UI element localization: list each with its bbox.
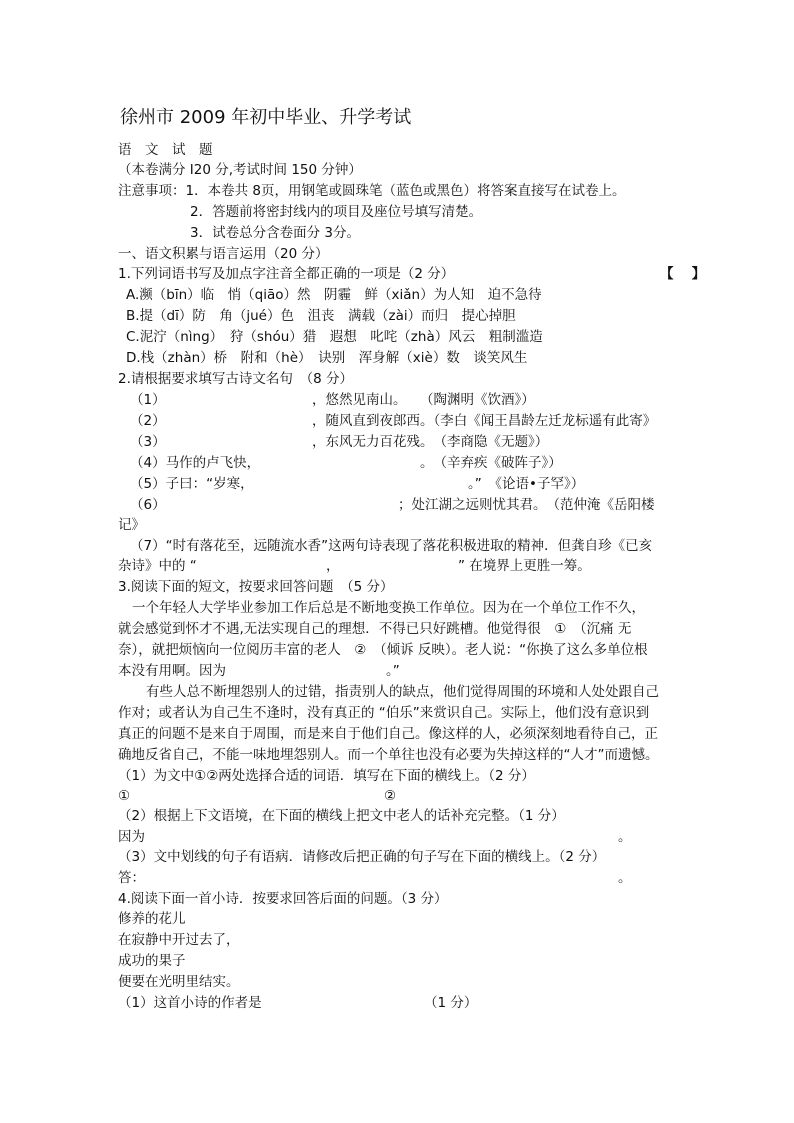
passage-line-3: 奈），就把烦恼向一位阅历丰富的老人 ② （倾诉 反映）。老人说：“你换了这么多单位根 bbox=[118, 642, 648, 658]
poem-item-2-text: ，随风直到夜郎西。（李白《闻王昌龄左迁龙标遥有此寄》 bbox=[312, 413, 657, 429]
passage-line-6: 作对；或者认为自己生不逢时，没有真正的 “伯乐”来赏识自己。实际上，他们没有意识到 bbox=[118, 705, 650, 721]
poem-item-4-num: （4）马作的卢飞快， bbox=[130, 455, 261, 471]
note-2: 2．答题前将密封线内的项目及座位号填写清楚。 bbox=[190, 204, 483, 220]
poem-item-6-num: （6） bbox=[130, 497, 166, 513]
q3-answer-period: 。 bbox=[618, 870, 632, 886]
q3-blank-2: ② bbox=[384, 788, 397, 804]
option-b: B.提（dī）防 角（jué）色 沮丧 满载（zài）而归 提心掉胆 bbox=[126, 308, 516, 324]
question-4-stem: 4.阅读下面一首小诗．按要求回答后面的问题。（3 分） bbox=[118, 891, 448, 907]
answer-bracket: 【 】 bbox=[660, 266, 706, 282]
question-1-stem: 1.下列词语书写及加点字注音全都正确的一项是（2 分） bbox=[118, 266, 455, 282]
q3-because: 因为 bbox=[118, 829, 145, 845]
q3-sub1: （1）为文中①②两处选择合适的词语．填写在下面的横线上。（2 分） bbox=[118, 768, 535, 784]
score-info: （本卷满分 I20 分,考试时间 150 分钟） bbox=[118, 162, 362, 178]
poem-item-5-text: 。” 《论语•子罕》） bbox=[468, 476, 585, 492]
q3-answer-label: 答： bbox=[118, 870, 145, 886]
poem-line-2: 在寂静中开过去了， bbox=[118, 932, 240, 948]
question-3-stem: 3.阅读下面的短文，按要求回答问题 （5 分） bbox=[118, 579, 394, 595]
subject-line: 语 文 试 题 bbox=[118, 142, 213, 158]
question-2-stem: 2.请根据要求填写古诗文名句 （8 分） bbox=[118, 371, 354, 387]
q3-blank-1: ① bbox=[118, 788, 131, 804]
passage-line-5: 有些人总不断埋怨别人的过错，指责别人的缺点，他们觉得周围的环境和人处处跟自己 bbox=[146, 684, 659, 700]
poem-item-1-num: （1） bbox=[130, 392, 166, 408]
passage-line-2: 就会感觉到怀才不遇,无法实现自己的理想．不得已只好跳槽。他觉得很 ① （沉痛 无 bbox=[118, 621, 632, 637]
poem-item-7-line2a: 杂诗》中的 “ bbox=[118, 558, 197, 574]
passage-line-4-end: 。” bbox=[386, 663, 400, 679]
poem-item-7-line1: （7）“时有落花至，远随流水香”这两句诗表现了落花积极进取的精神．但龚自珍《已亥 bbox=[130, 538, 653, 554]
poem-item-5-num: （5）子曰：“岁寒， bbox=[130, 476, 254, 492]
poem-item-1-text: ，悠然见南山。 （陶渊明《饮酒》） bbox=[312, 392, 535, 408]
q4-sub1-score: （1 分） bbox=[424, 995, 478, 1011]
poem-item-3-text: ，东风无力百花残。 （李商隐《无题》） bbox=[312, 434, 549, 450]
poem-line-1: 修养的花儿 bbox=[118, 911, 186, 927]
poem-line-4: 便要在光明里结实。 bbox=[118, 974, 240, 990]
poem-item-3-num: （3） bbox=[130, 434, 166, 450]
option-a: A.濒（bīn）临 悄（qiāo）然 阴霾 鲜（xiǎn）为人知 迫不急待 bbox=[126, 287, 542, 303]
poem-item-6-text: ；处江湖之远则忧其君。 （范仲淹《岳阳楼 bbox=[398, 497, 655, 513]
passage-line-4: 本没有用啊。因为 bbox=[118, 663, 226, 679]
q3-because-period: 。 bbox=[618, 829, 632, 845]
poem-item-7-line2c: ” 在境界上更胜一筹。 bbox=[458, 558, 591, 574]
passage-line-1: 一个年轻人大学毕业参加工作后总是不断地变换工作单位。因为在一个单位工作不久， bbox=[132, 600, 645, 616]
note-3: 3．试卷总分含卷面分 3分。 bbox=[190, 225, 360, 241]
option-c: C.泥泞（nìng） 狩（shóu）猎 遐想 叱咤（zhà）风云 粗制滥造 bbox=[126, 329, 543, 345]
option-d: D.栈（zhàn）桥 附和（hè） 诀别 浑身解（xiè）数 谈笑风生 bbox=[126, 350, 528, 366]
q3-sub2: （2）根据上下文语境，在下面的横线上把文中老人的话补充完整。（1 分） bbox=[118, 808, 565, 824]
poem-item-4-text: 。 （辛弃疾《破阵子》） bbox=[420, 455, 562, 471]
poem-line-3: 成功的果子 bbox=[118, 953, 186, 969]
q3-sub3: （3）文中划线的句子有语病．请修改后把正确的句子写在下面的横线上。（2 分） bbox=[118, 849, 606, 865]
poem-item-2-num: （2） bbox=[130, 413, 166, 429]
poem-item-6-cont: 记》 bbox=[118, 517, 145, 533]
passage-line-7: 真正的问题不是来自于周围，而是来自于他们自己。像这样的人，必须深刻地看待自己，正 bbox=[118, 726, 658, 742]
note-1: 注意事项：1．本卷共 8页，用钢笔或圆珠笔（蓝色或黑色）将答案直接写在试卷上。 bbox=[118, 183, 626, 199]
passage-line-8: 确地反省自己，不能一味地埋怨别人。而一个单往也没有必要为失掉这样的“人才”而遗憾。 bbox=[118, 747, 659, 763]
exam-title: 徐州市 2009 年初中毕业、升学考试 bbox=[120, 107, 412, 128]
section-1-heading: 一、语文积累与语言运用（20 分） bbox=[118, 246, 329, 262]
q4-sub1: （1）这首小诗的作者是 bbox=[118, 995, 262, 1011]
poem-item-7-line2b: ， bbox=[326, 558, 340, 574]
